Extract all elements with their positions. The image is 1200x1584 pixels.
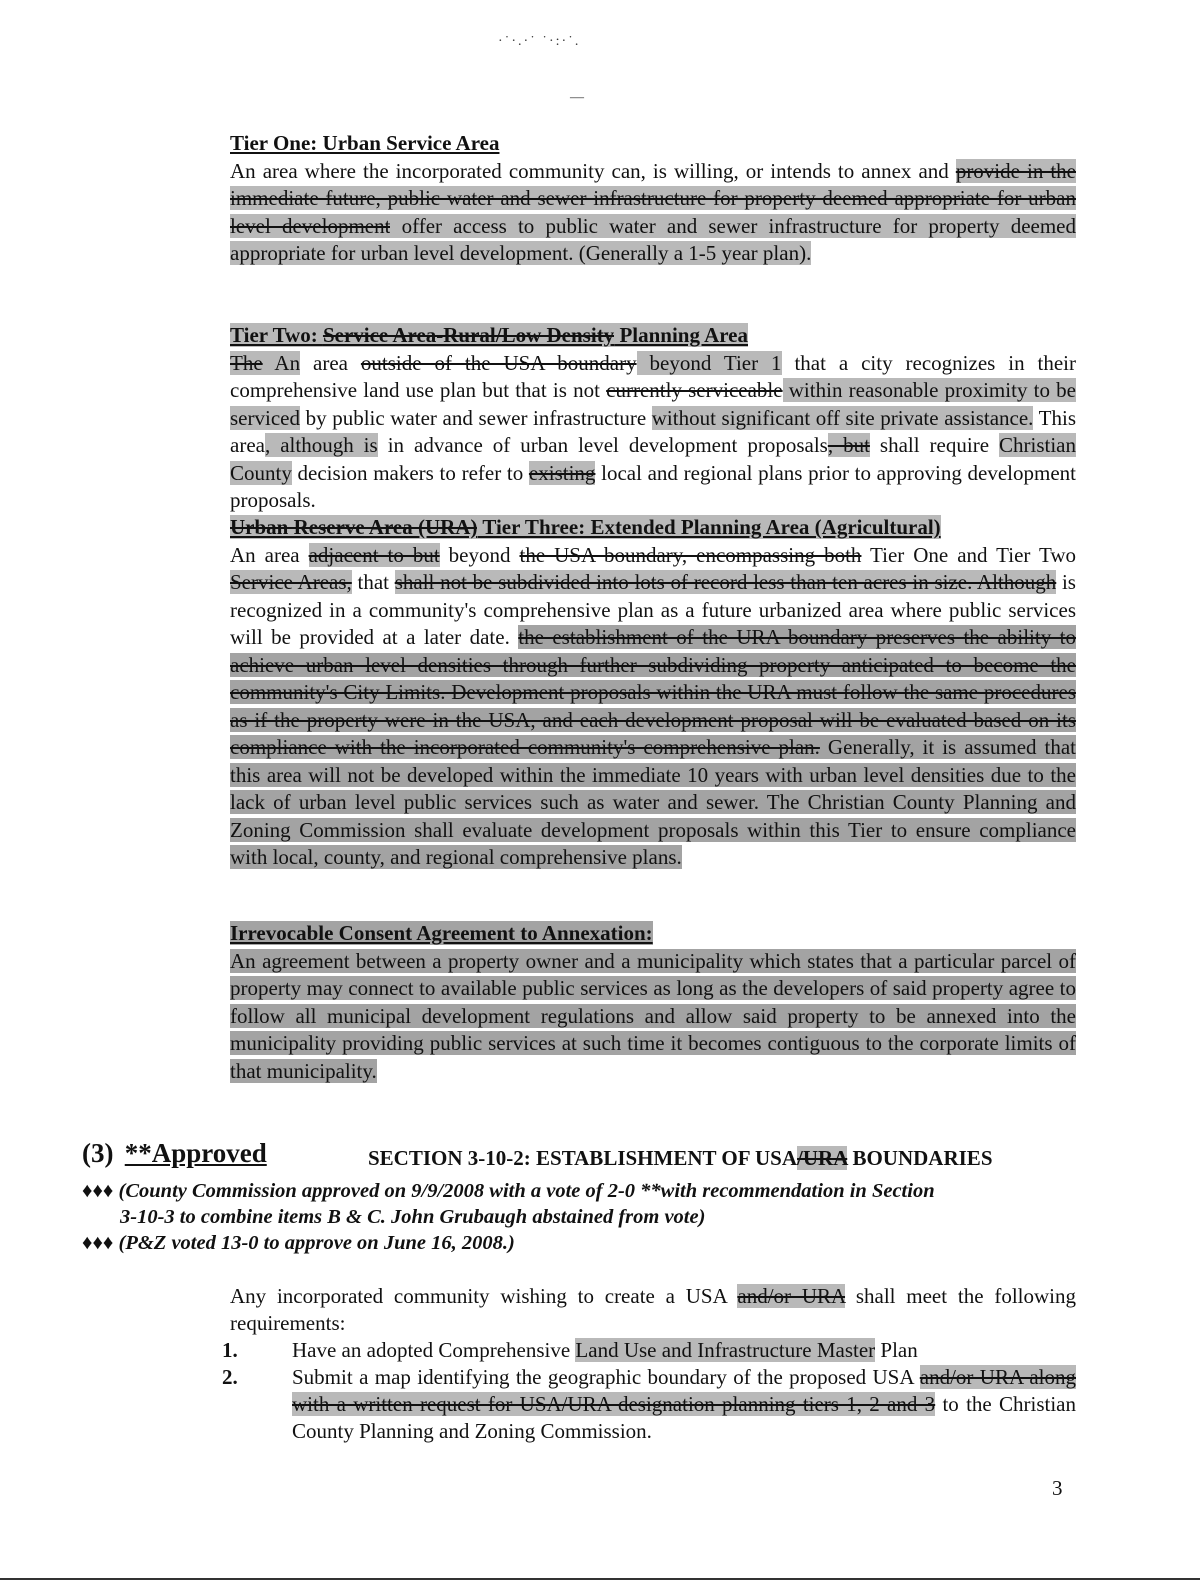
requirements-intro-b: shall meet the following requirements:	[230, 1284, 1076, 1335]
tier-three-inserted-1: Generally, it is assumed that this area will not be developed within the immediate 10 years with urban level densities due to the lack of urban level public services such as water and sewer. The Christian County Planning and Zoning Commission shall evaluate development proposals within this Tier to ensure compliance with local, county, and regional comprehensive plans.	[230, 735, 1076, 869]
tier-three-section	[230, 514, 1076, 872]
item-inserted: Land Use and Infrastructure Master	[575, 1338, 876, 1362]
irrevocable-heading-text: Irrevocable Consent Agreement to Annexation:	[230, 921, 653, 945]
page-number: 3	[1052, 1476, 1063, 1500]
tier-two-text-3: by public water and sewer infrastructure	[299, 405, 652, 430]
requirements-intro-struck: and/or URA	[737, 1284, 846, 1308]
pz-note-text: (P&Z voted 13-0 to approve on June 16, 2008.)	[118, 1232, 515, 1254]
tier-two-struck-1: The	[230, 350, 263, 375]
commission-note-line-2: 3-10-3 to combine items B & C. John Grubaugh abstained from vote)	[120, 1206, 706, 1228]
tier-one-heading: Tier One: Urban Service Area	[230, 131, 500, 155]
tier-one-inserted-text: offer access to public water and sewer infrastructure for property deemed appropriate for urban level development. (Generally a 1-5 year plan).	[230, 213, 1076, 265]
tier-two-struck-5: existing	[528, 460, 596, 485]
tier-one-section	[230, 130, 1076, 268]
tier-three-struck-3: Service Areas,	[230, 570, 352, 594]
list-item	[222, 1364, 1076, 1445]
section-title-a: SECTION 3-10-2: ESTABLISHMENT OF USA	[368, 1146, 798, 1170]
tier-one-text: An area where the incorporated community can, is willing, or intends to annex and	[230, 158, 949, 183]
irrevocable-section	[230, 920, 1076, 1085]
tier-two-heading-inserted: Tier Two:	[230, 323, 323, 347]
approved-label: **Approved	[124, 1138, 267, 1168]
tier-three-struck-1: adjacent to but	[308, 542, 440, 567]
tier-three-text-5: is recognized in a community's comprehensive plan as a future urbanized area where public services will be provided at a later date.	[230, 570, 1076, 649]
tier-two-text-6: shall require	[869, 433, 999, 457]
tier-two-text-4: This area	[230, 405, 1076, 457]
tier-two-inserted-5: , although is	[264, 433, 378, 457]
section-title-struck: /URA	[797, 1146, 848, 1170]
commission-note-line-1: (County Commission approved on 9/9/2008 with a vote of 2-0 **with recommendation in Section	[118, 1180, 935, 1202]
irrevocable-heading	[230, 920, 1076, 948]
requirements-list	[222, 1337, 1076, 1445]
tier-two-text-2: that a city recognizes in their comprehensive land use plan but that is not	[230, 350, 1076, 402]
tier-three-paragraph	[230, 542, 1076, 872]
requirements-intro-a: Any incorporated community wishing to create a USA	[230, 1284, 738, 1308]
tier-two-inserted-1: An	[262, 350, 301, 375]
tier-three-text-2: beyond	[439, 542, 520, 567]
tier-three-heading	[230, 514, 1076, 542]
section-heading	[82, 1138, 1072, 1169]
tier-three-text-1: An area	[230, 542, 309, 567]
item-text: Plan	[875, 1338, 918, 1362]
item-number: 1.	[222, 1338, 238, 1362]
tier-two-text-5: in advance of urban level development proposals	[377, 433, 828, 457]
item-text: to the Christian County Planning and Zoning Commission.	[292, 1392, 1076, 1443]
tier-two-text-8: local and regional plans prior to approving development proposals.	[230, 460, 1076, 512]
irrevocable-text: An agreement between a property owner and a municipality which states that a particular parcel of property may connect to available public services as long as the developers of said property agree to follow all municipal development regulations and allow said property to be annexed into the municipality providing public services at such time it becomes contiguous to the corporate limits of that municipality.	[230, 948, 1076, 1083]
tier-three-struck-5: the establishment of the URA boundary preserves the ability to achieve urban level densities through further subdividing property anticipated to become the community's City Limits. Development proposals within the URA must follow the same procedures as if the property were in the USA, and each development proposal will be evaluated based on its compliance with the incorporated community's comprehensive plan.	[230, 625, 1076, 759]
requirements-section	[222, 1283, 1076, 1445]
tier-three-text-4: that	[351, 570, 395, 594]
tier-three-text-3: Tier One and Tier Two	[861, 542, 1077, 567]
tier-three-struck-2: the USA boundary, encompassing both	[519, 542, 862, 567]
tier-three-struck-4: shall not be subdivided into lots of record less than ten acres in size. Although	[394, 570, 1057, 594]
tier-two-heading	[230, 322, 1076, 350]
requirements-intro	[230, 1283, 1076, 1337]
tier-two-inserted-2: beyond Tier 1	[636, 350, 782, 375]
bullet-diamonds: ♦♦♦	[82, 1180, 114, 1202]
commission-note	[82, 1178, 1072, 1230]
page-bottom-edge	[0, 1578, 1200, 1580]
tier-two-inserted-4: without significant off site private assistance.	[651, 405, 1034, 430]
irrevocable-paragraph	[230, 948, 1076, 1086]
tier-two-heading-rest: Planning Area	[614, 323, 748, 347]
list-item	[222, 1337, 1076, 1364]
tier-three-heading-struck: Urban Reserve Area (URA)	[230, 515, 478, 539]
tier-two-struck-3: currently serviceable	[606, 378, 783, 402]
tier-two-text-7: decision makers to refer to	[291, 460, 529, 485]
tier-two-text-1: area	[300, 350, 361, 375]
section-number: (3)	[82, 1138, 114, 1168]
bullet-diamonds: ♦♦♦	[82, 1232, 114, 1254]
tier-two-section	[230, 322, 1076, 515]
scan-artifact: ·˙·.·˙ ˙·:·˙.	[498, 34, 581, 49]
scan-artifact: —	[570, 90, 586, 105]
tier-one-struck-text: provide in the immediate future, public water and sewer infrastructure for property deemed appropriate for urban level development	[230, 158, 1076, 238]
item-text: Submit a map identifying the geographic boundary of the proposed USA	[292, 1365, 920, 1389]
item-text: Have an adopted Comprehensive	[292, 1338, 576, 1362]
tier-two-inserted-6: Christian County	[230, 433, 1076, 485]
item-struck: and/or URA along with a written request for USA/URA designation planning tiers 1, 2 and 3	[292, 1365, 1076, 1416]
tier-two-struck-4: , but	[827, 433, 870, 457]
pz-note	[82, 1230, 515, 1256]
tier-three-heading-inserted: Tier Three: Extended Planning Area (Agricultural)	[477, 515, 941, 539]
section-title	[368, 1146, 993, 1171]
tier-two-inserted-3: within reasonable proximity to be serviced	[230, 378, 1076, 430]
item-number: 2.	[222, 1365, 238, 1389]
tier-two-paragraph	[230, 350, 1076, 515]
section-title-b: BOUNDARIES	[847, 1146, 993, 1170]
tier-two-struck-2: outside of the USA boundary	[360, 350, 637, 375]
tier-two-heading-struck: Service Area-Rural/Low Density	[322, 323, 615, 347]
